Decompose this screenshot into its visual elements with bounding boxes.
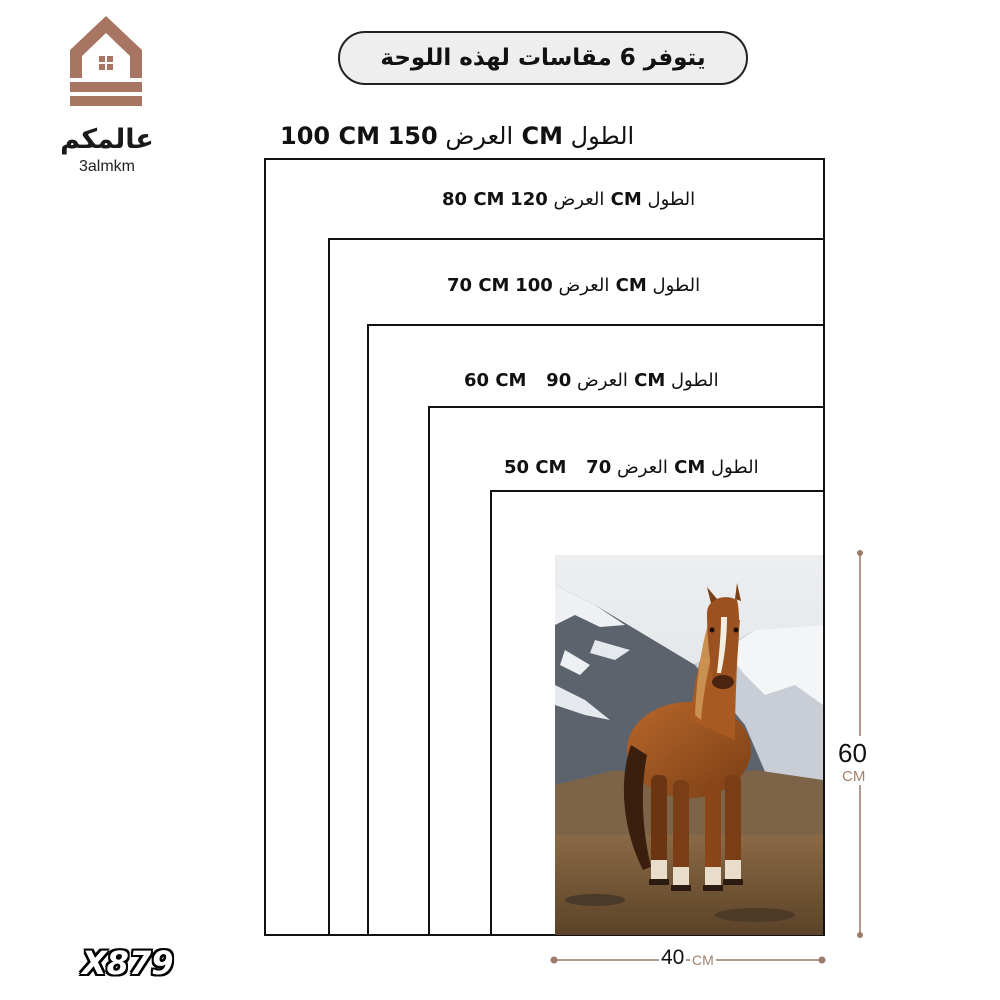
length-value: 120 CM [510,189,642,210]
size-label-90x60 [464,370,719,391]
width-label: العرض [553,189,605,210]
sizes-available-banner: يتوفر 6 مقاسات لهذه اللوحة [338,31,748,85]
horse-painting [555,555,823,935]
width-value: 60 CM [464,370,527,391]
length-label: الطول [652,275,701,296]
width-value: 70 CM [447,275,510,296]
size-label-150x100 [280,122,634,150]
length-label: الطول [570,122,635,150]
width-dimension-line [550,956,826,964]
product-code: X879 [82,944,174,982]
width-label: العرض [445,122,514,150]
product-painting-image [555,555,823,935]
brand-name-latin: 3almkm [78,158,135,175]
length-value: 90 CM [546,370,666,391]
width-label: العرض [616,457,668,478]
length-label: الطول [647,189,696,210]
length-value: 100 CM [515,275,647,296]
size-label-120x80 [442,189,695,210]
brand-logo [52,14,162,175]
width-label: العرض [558,275,610,296]
height-value: 60 [838,736,867,771]
width-unit: CM [692,952,714,968]
brand-name-arabic: عالمكم [60,124,154,155]
length-value: 150 CM [387,122,564,150]
length-label: الطول [710,457,759,478]
length-label: الطول [670,370,719,391]
length-value: 70 CM [586,457,706,478]
width-value: 50 CM [504,457,567,478]
width-value: 80 CM [442,189,505,210]
size-label-70x50 [504,457,759,478]
width-value: 100 CM [280,122,380,150]
height-unit: CM [842,768,866,785]
house-logo-icon [68,14,144,110]
width-label: العرض [576,370,628,391]
size-label-100x70 [447,275,700,296]
width-value: 40 [661,946,685,969]
